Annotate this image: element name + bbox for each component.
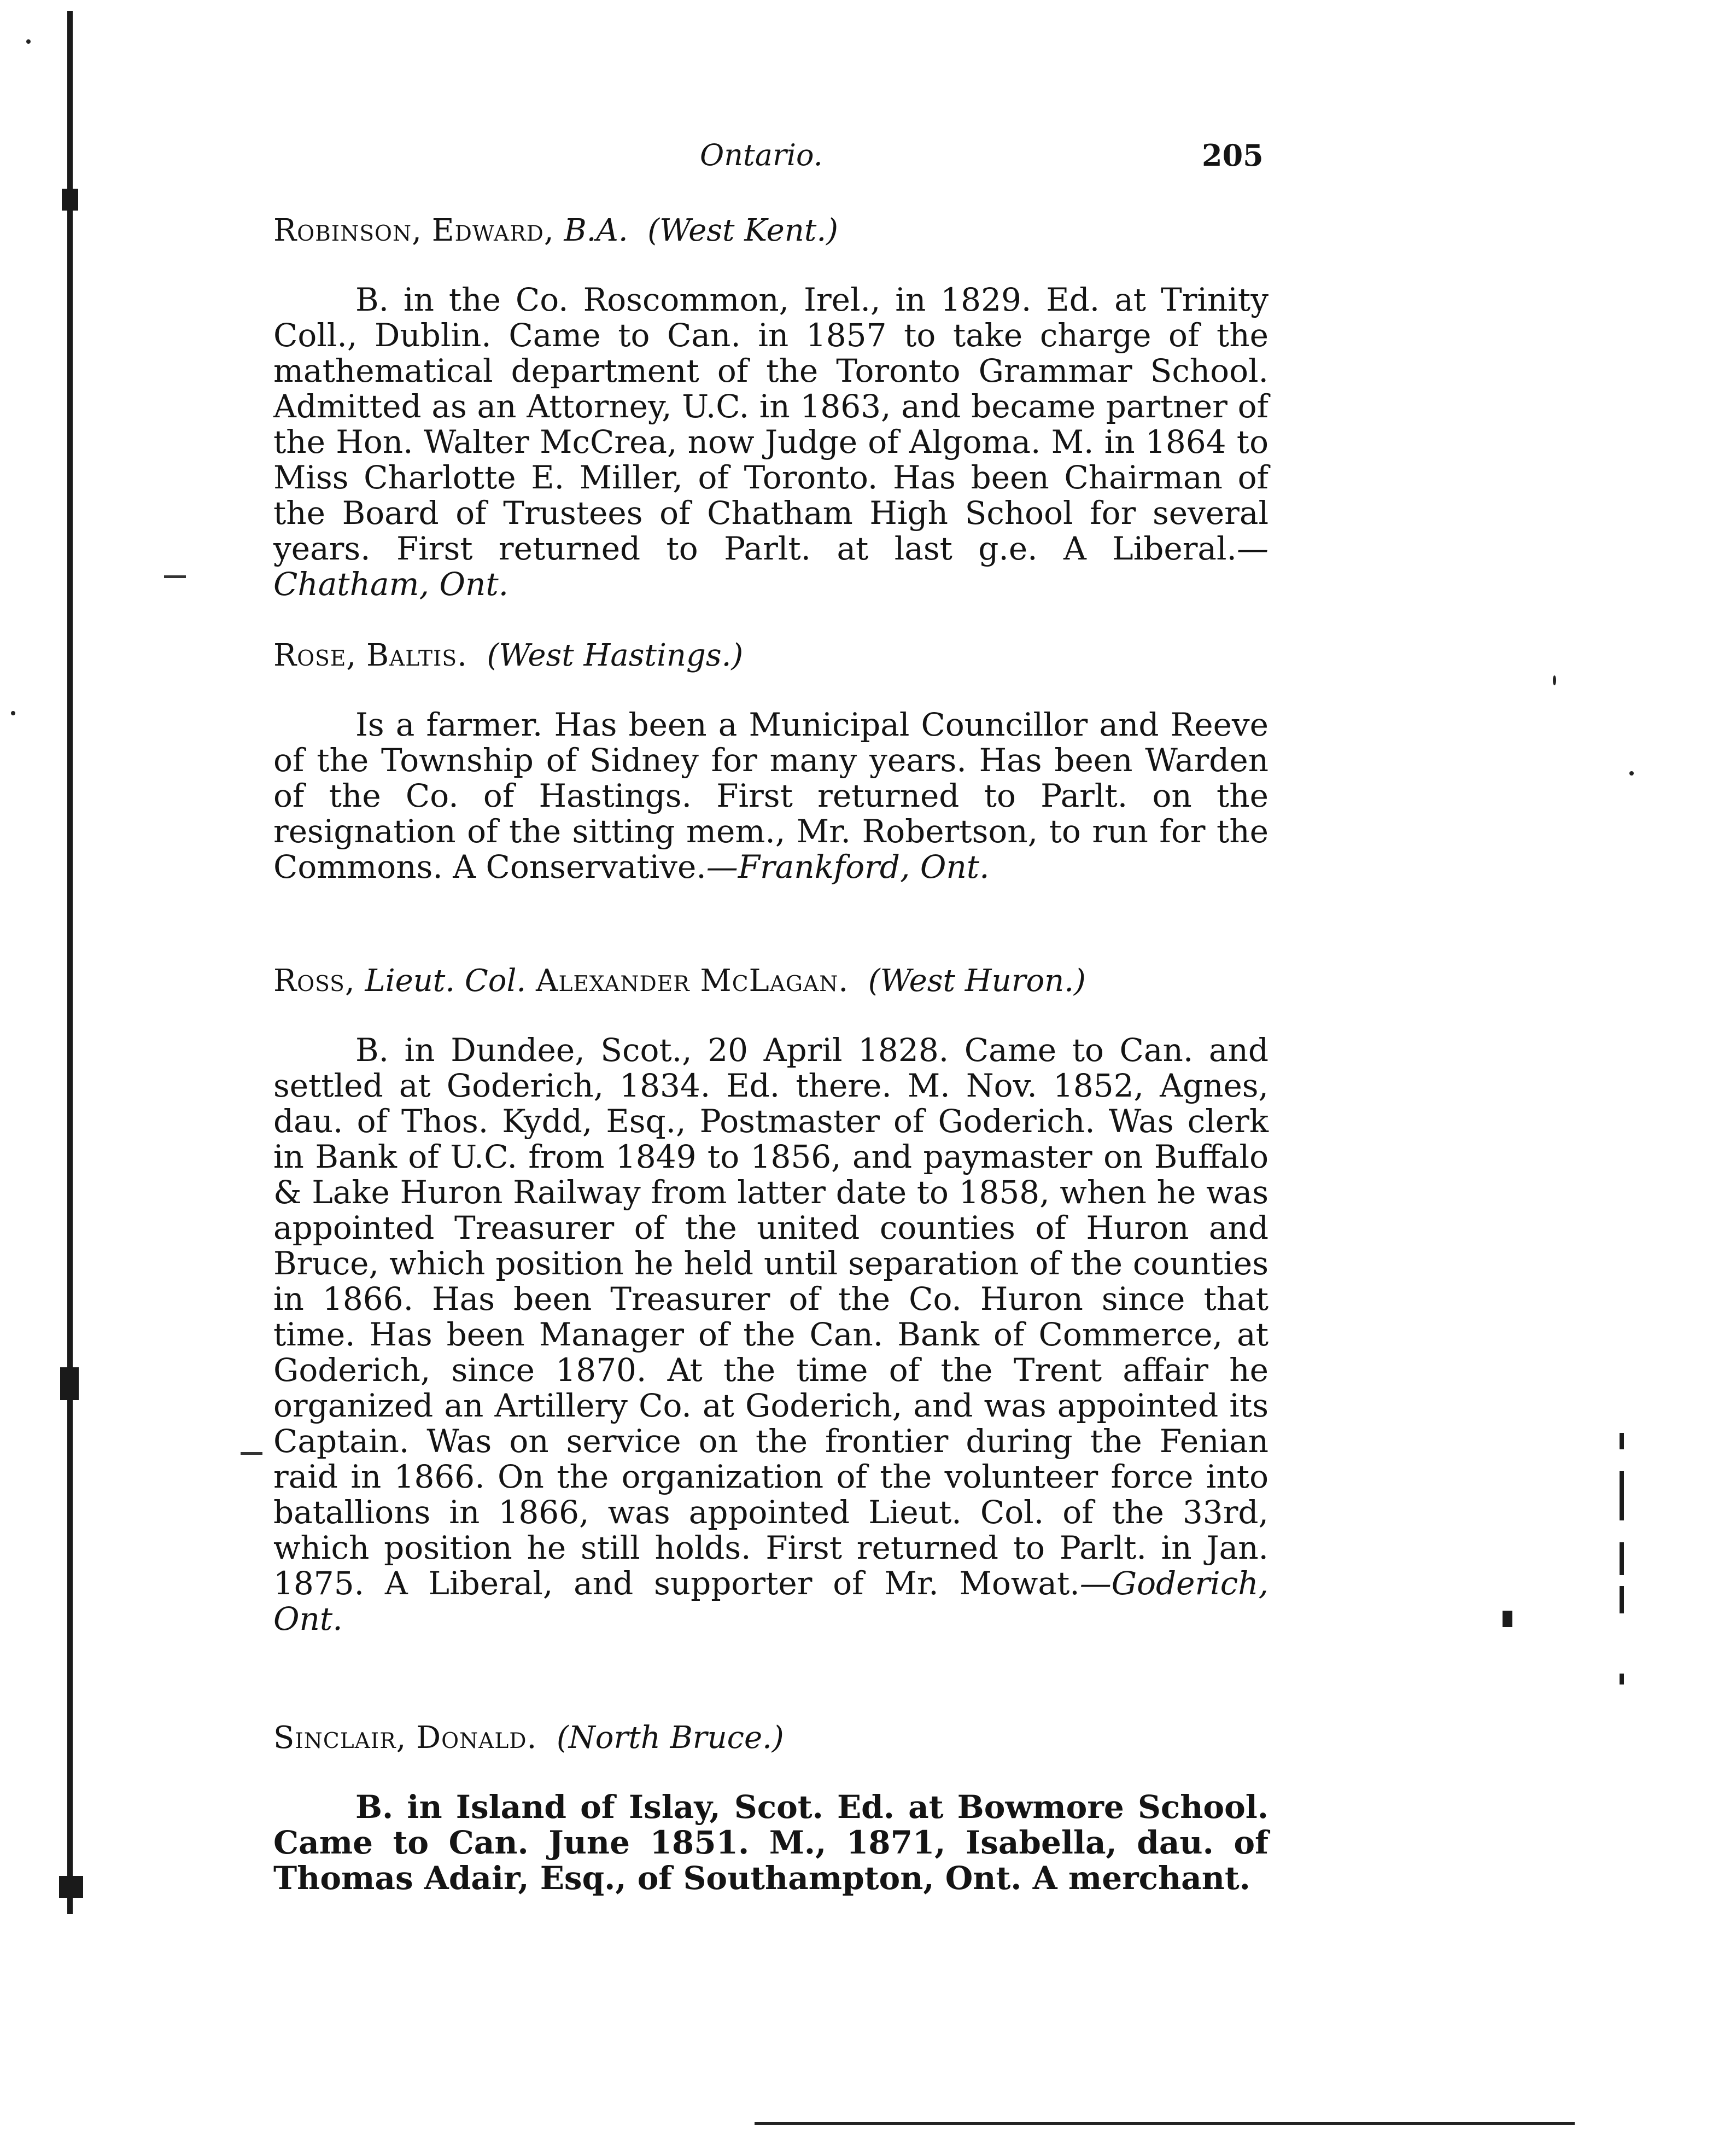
entry-surname: Sinclair, <box>273 1720 407 1756</box>
scan-speck <box>11 711 15 715</box>
scan-speck <box>1553 675 1556 685</box>
entry-constituency: (West Hastings.) <box>487 638 744 673</box>
entry-residence: —Goderich, Ont. <box>273 1565 1269 1637</box>
entry-qualification: B.A. <box>564 213 628 248</box>
scan-speck <box>1629 771 1634 776</box>
scan-speck <box>241 1452 262 1455</box>
margin-mark <box>1620 1586 1624 1613</box>
binding-mark <box>60 1367 79 1400</box>
margin-mark <box>1620 1433 1624 1449</box>
entry-surname: Robinson, <box>273 213 422 248</box>
entry-sinclair <box>273 1718 1269 1896</box>
entry-constituency: (West Kent.) <box>647 213 838 248</box>
entry-given-name: Baltis. <box>366 638 467 673</box>
entry-heading <box>273 636 1269 675</box>
entry-rank: Lieut. Col. <box>365 963 527 999</box>
entry-body <box>273 282 1269 602</box>
entry-surname: Rose, <box>273 638 357 673</box>
entry-text: Is a farmer. Has been a Municipal Councillor and Reeve of the Township of Sidney for many years. Has been Warden of the Co. of Hastings. First returned to Parlt. on the resignation of the sitting mem., Mr. Robertson, to run for the Commons. A Conservative. <box>273 706 1269 885</box>
running-title: Ontario. <box>700 138 823 172</box>
entry-text: B. in Dundee, Scot., 20 April 1828. Came to Can. and settled at Goderich, 1834. Ed. there. M. Nov. 1852, Agnes, dau. of Thos. Kydd, Esq., Postmaster of Goderich. Was clerk in Bank of U.C. from 1849 to 1856, and paymaster on Buffalo & Lake Huron Railway from latter date to 1858, when he was appointed Treasurer of the united counties of Huron and Bruce, which position he held until separation of the counties in 1866. Has been Treasurer of the Co. Huron since that time. Has been Manager of the Can. Bank of Commerce, at Goderich, since 1870. At the time of the Trent affair he organized an Artillery Co. at Goderich, and was appointed its Captain. Was on service on the frontier during the Fenian raid in 1866. On the organization of the volunteer force into batallions in 1866, was appointed Lieut. Col. of the 33rd, which position he still holds. First returned to Parlt. in Jan. 1875. A Liberal, and supporter of Mr. Mowat. <box>273 1031 1269 1602</box>
entry-heading <box>273 961 1269 1001</box>
entry-residence: —Chatham, Ont. <box>273 530 1269 603</box>
entry-heading <box>273 211 1269 250</box>
entry-given-name: Alexander McLagan. <box>536 963 849 999</box>
scan-speck <box>164 575 186 578</box>
entry-heading <box>273 1718 1269 1758</box>
scan-speck <box>26 39 31 44</box>
bottom-rule <box>755 2122 1575 2125</box>
entry-body <box>273 1033 1269 1637</box>
entry-robinson <box>273 211 1269 602</box>
entry-constituency: (West Huron.) <box>868 963 1086 999</box>
entry-rose <box>273 636 1269 885</box>
entry-body <box>273 1790 1269 1896</box>
entry-ross <box>273 961 1269 1637</box>
entry-body <box>273 707 1269 885</box>
binding-edge-rule <box>67 11 73 1914</box>
entry-text: B. in the Co. Roscommon, Irel., in 1829. Ed. at Trinity Coll., Dublin. Came to Can. in 1857 to take charge of the mathematical department of the Toronto Grammar School. Admitted as an Attorney, U.C. in 1863, and became partner of the Hon. Walter McCrea, now Judge of Algoma. M. in 1864 to Miss Charlotte E. Miller, of Toronto. Has been Chairman of the Board of Trustees of Chatham High School for several years. First returned to Parlt. at last g.e. A Liberal. <box>273 281 1269 567</box>
entry-residence: —Frankford, Ont. <box>706 848 990 885</box>
entry-surname: Ross, <box>273 963 355 999</box>
binding-mark <box>62 189 78 211</box>
entry-text: B. in Island of Islay, Scot. Ed. at Bowmore School. Came to Can. June 1851. M., 1871, Isabella, dau. of Thomas Adair, Esq., of Southampton, Ont. A merchant. <box>273 1788 1269 1897</box>
page-number: 205 <box>1202 138 1264 173</box>
margin-mark <box>1620 1674 1624 1684</box>
margin-mark <box>1620 1471 1624 1520</box>
binding-mark <box>59 1876 83 1898</box>
entry-constituency: (North Bruce.) <box>556 1720 784 1756</box>
entry-given-name: Donald. <box>416 1720 537 1756</box>
entry-given-name: Edward, <box>431 213 554 248</box>
margin-mark <box>1503 1611 1512 1627</box>
margin-mark <box>1620 1542 1624 1575</box>
